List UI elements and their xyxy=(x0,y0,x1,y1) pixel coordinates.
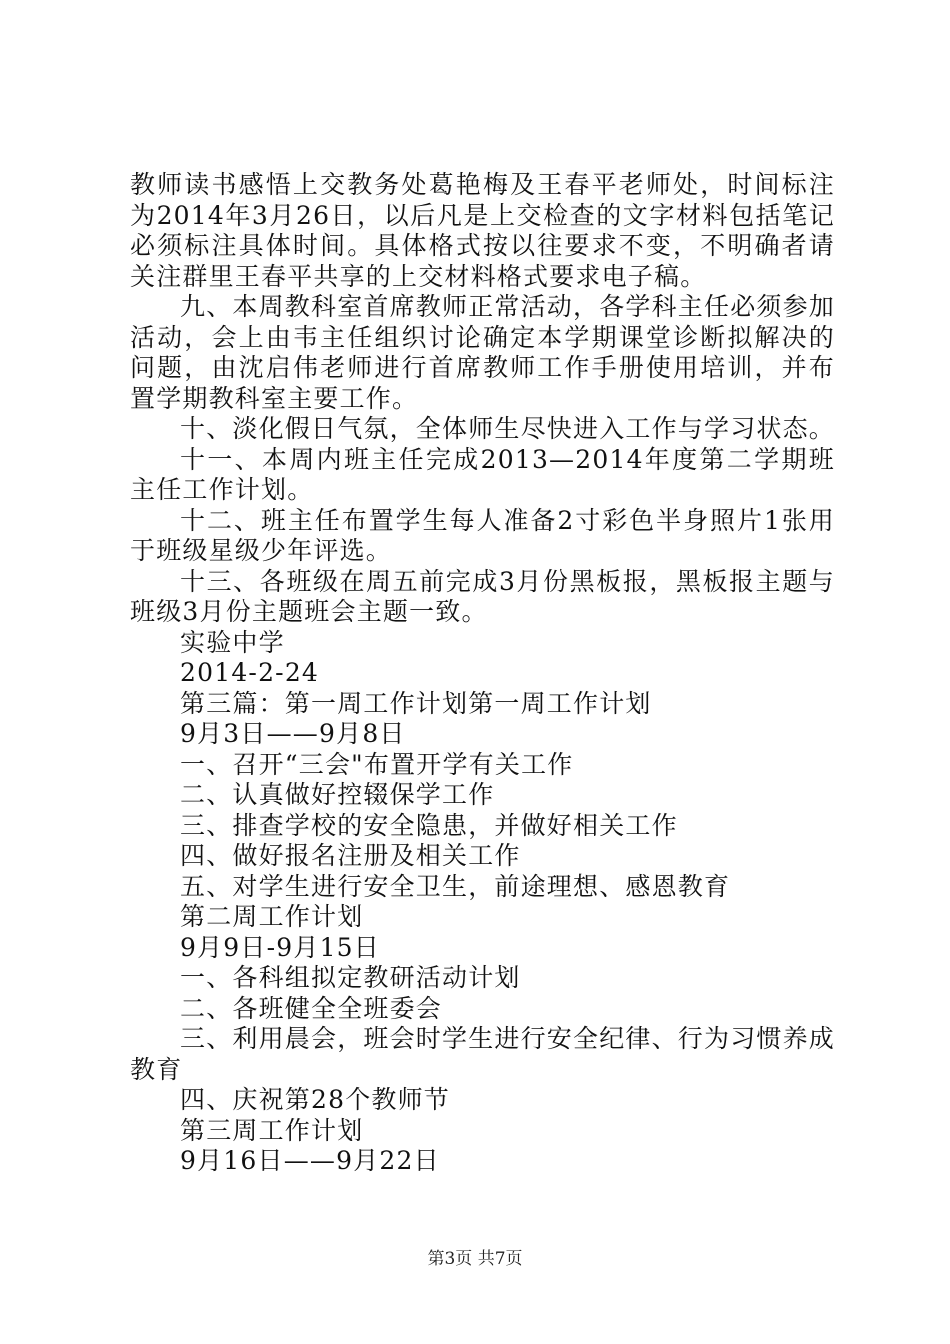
week1-item-1: 一、召开“三会"布置开学有关工作 xyxy=(180,749,574,779)
section-heading-part3: 第三篇：第一周工作计划第一周工作计划 xyxy=(180,688,652,718)
week1-item-2: 二、认真做好控辍保学工作 xyxy=(180,780,495,809)
week3-heading: 第三周工作计划 xyxy=(180,1115,364,1145)
week3-date-range: 9月16日——9月22日 xyxy=(180,1146,440,1175)
page-number-footer: 第3页 共7页 xyxy=(427,1249,523,1269)
week1-item-5: 五、对学生进行安全卫生，前途理想、感恩教育 xyxy=(180,871,731,901)
week2-heading: 第二周工作计划 xyxy=(180,902,364,931)
week1-item-4: 四、做好报名注册及相关工作 xyxy=(180,841,521,870)
week1-date-range: 9月3日——9月8日 xyxy=(180,719,406,748)
paragraph-item-12: 十二、班主任布置学生每人准备2寸彩色半身照片1张用于班级星级少年评选。 xyxy=(130,505,835,565)
paragraph-item-11: 十一、本周内班主任完成2013—2014年度第二学期班主任工作计划。 xyxy=(130,444,835,504)
week2-item-3: 三、利用晨会，班会时学生进行安全纪律、行为习惯养成教育 xyxy=(130,1024,836,1084)
week2-item-2: 二、各班健全全班委会 xyxy=(180,993,443,1023)
signature-school: 实验中学 xyxy=(180,627,285,657)
paragraph-item-9: 九、本周教科室首席教师正常活动，各学科主任必须参加活动，会上由韦主任组织讨论确定本学期课堂诊断拟解决的问题，由沈启伟老师进行首席教师工作手册使用培训，并布置学期教科室主要工作。 xyxy=(130,292,836,413)
signature-date: 2014-2-24 xyxy=(180,658,320,687)
week1-item-3: 三、排查学校的安全隐患，并做好相关工作 xyxy=(180,810,678,840)
document-body xyxy=(130,170,835,1177)
paragraph-item-13: 十三、各班级在周五前完成3月份黑板报，黑板报主题与班级3月份主题班会主题一致。 xyxy=(130,566,835,626)
week2-date-range: 9月9日-9月15日 xyxy=(180,932,380,962)
week2-item-4: 四、庆祝第28个教师节 xyxy=(180,1085,451,1114)
week2-item-1: 一、各科组拟定教研活动计划 xyxy=(180,963,521,992)
paragraph-1: 教师读书感悟上交教务处葛艳梅及王春平老师处，时间标注为2014年3月26日，以后凡是上交检查的文字材料包括笔记必须标注具体时间。具体格式按以往要求不变，不明确者请关注群里王春平共享的上交材料格式要求电子稿。 xyxy=(130,170,835,291)
paragraph-item-10: 十、淡化假日气氛，全体师生尽快进入工作与学习状态。 xyxy=(180,414,836,443)
